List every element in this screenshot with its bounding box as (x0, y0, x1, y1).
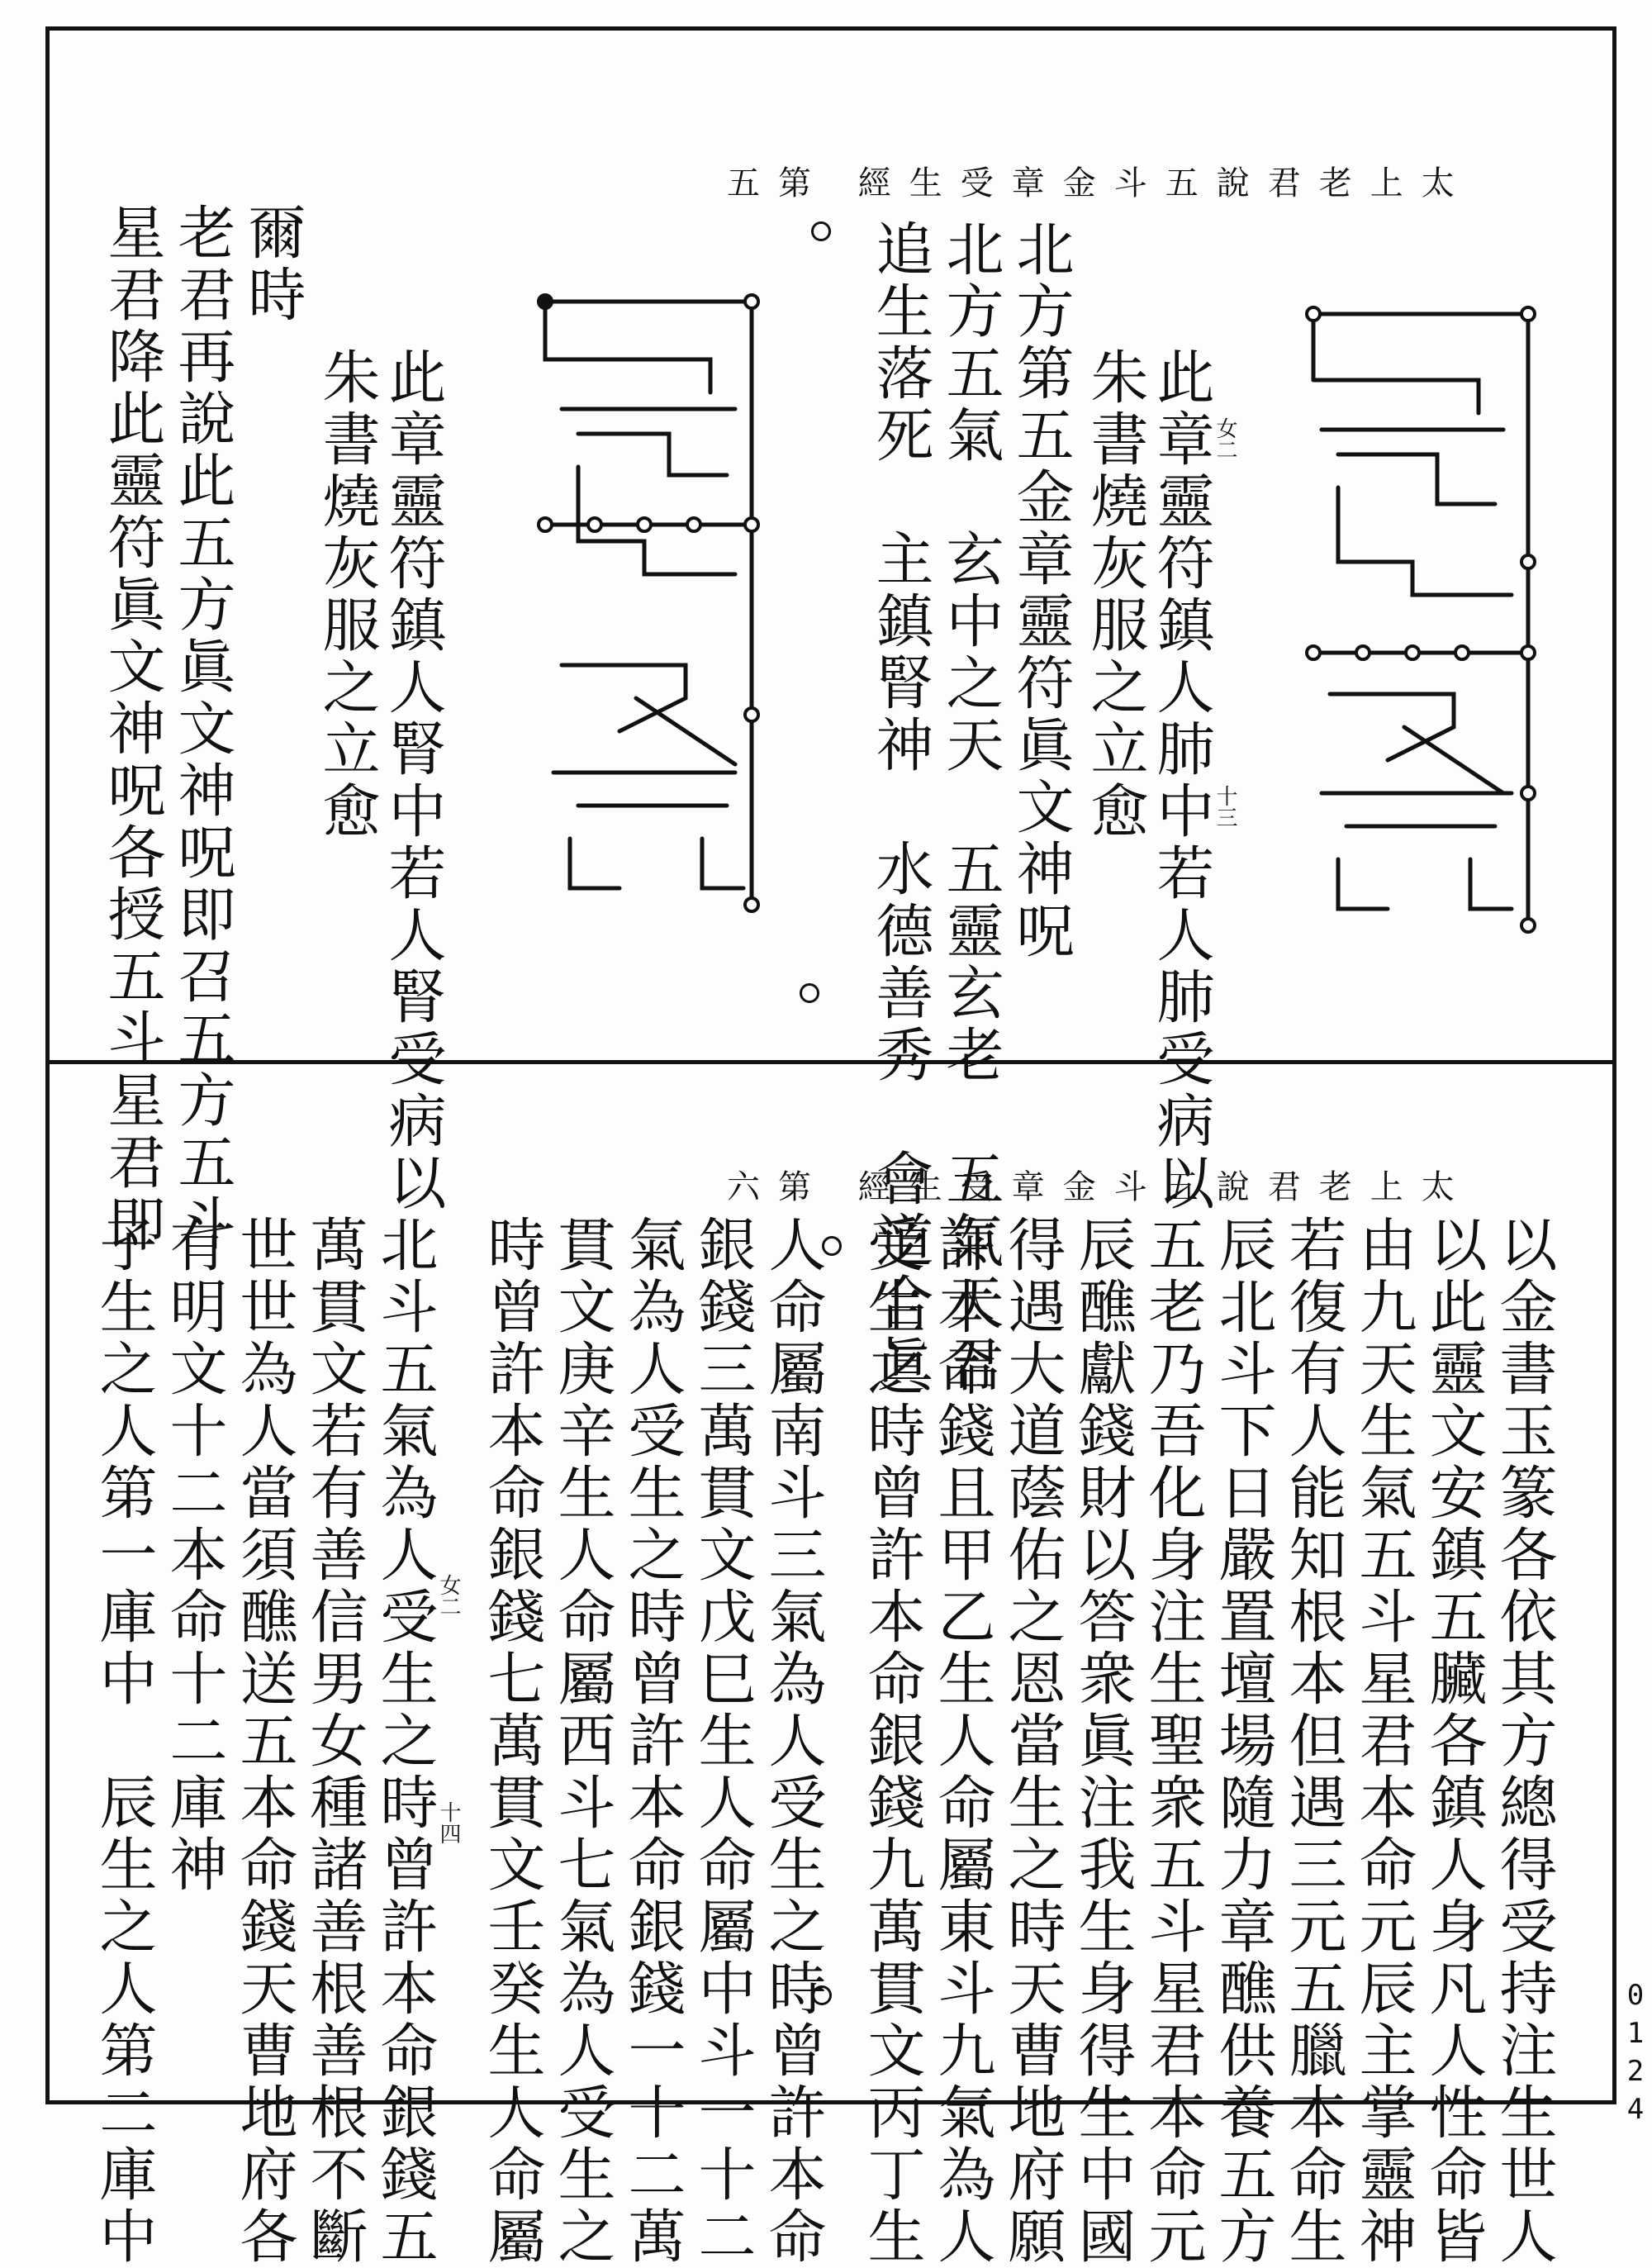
lower-text-column-4: 若復有人能知根本但遇三元五臘本命生 (1279, 1215, 1347, 2268)
upper-text-column-5: 追生落死 主鎮腎神 水德善秀 會道合眞 (866, 219, 934, 1396)
lower-text-column-7: 辰醮獻錢財以答衆眞注我生身得生中國 (1069, 1215, 1137, 2268)
upper-text-column-7: 朱書燒灰服之立愈 (313, 347, 381, 843)
lower-text-column-6: 五老乃吾化身注生聖衆五斗星君本命元 (1139, 1215, 1207, 2268)
upper-text-column-8: 爾時 (239, 202, 306, 326)
upper-text-column-6: 此章靈符鎮人腎中若人腎受病以 (379, 347, 447, 1215)
upper-text-column-4: 北方五氣 玄中之天 五靈玄老 五氣天君 (937, 219, 1004, 1396)
lower-text-column-13: 氣為人受生之時曾許本命銀錢一十二萬 (619, 1215, 686, 2268)
upper-small-mark-1: 女二 (1213, 417, 1237, 460)
lower-text-column-12: 銀錢三萬貫文戊巳生人命屬中斗一十二 (689, 1215, 757, 2268)
upper-circle-mark-2 (800, 983, 819, 1003)
upper-text-column-1: 此章靈符鎮人肺中若人肺受病以 (1147, 347, 1215, 1215)
upper-talisman-right (1289, 297, 1553, 942)
lower-text-column-17: 萬貫文若有善信男女種諸善根善根不斷 (301, 1215, 368, 2268)
lower-text-column-19: 有明文十二本命十二庫神 (160, 1215, 228, 1896)
lower-text-column-15: 時曾許本命銀錢七萬貫文壬癸生人命屬 (478, 1215, 546, 2268)
upper-text-column-3: 北方第五金章靈符眞文神呪 (1007, 219, 1075, 963)
lower-text-column-11: 人命屬南斗三氣為人受生之時曾許本命 (759, 1215, 827, 2268)
lower-small-mark-1: 女二 (436, 1574, 461, 1617)
upper-text-column-10: 星君降此靈符眞文神呪各授五斗星君即 (98, 202, 166, 1256)
upper-text-column-9: 老君再說此五方眞文神呪即召五方五斗 (169, 202, 236, 1256)
upper-header: 太上老君說五斗金章受生經 第五 (727, 164, 1473, 202)
upper-text-column-2: 朱書燒灰服之立愈 (1081, 347, 1149, 843)
page-divider (45, 1060, 1616, 1064)
page-number: 0124 (1619, 1979, 1652, 2131)
lower-text-column-18: 世世為人當須醮送五本命錢天曹地府各 (230, 1215, 298, 2268)
lower-text-column-20: 子生之人第一庫中 辰生之人第二庫中 (90, 1215, 158, 2268)
lower-text-column-9: 許本命錢且甲乙生人命屬東斗九氣為人 (928, 1215, 996, 2268)
lower-text-column-10: 受生之時曾許本命銀錢九萬貫文丙丁生 (858, 1215, 926, 2268)
upper-talisman-left (529, 285, 768, 921)
lower-text-column-5: 辰北斗下日嚴置壇場隨力章醮供養五方 (1209, 1215, 1277, 2268)
lower-header: 太上老君說五斗金章受生經 第六 (727, 1168, 1473, 1206)
lower-small-mark-2: 十四 (436, 1801, 461, 1844)
lower-text-column-8: 得遇大道蔭佑之恩當生之時天曹地府願 (999, 1215, 1066, 2268)
lower-text-column-3: 由九天生氣五斗星君本命元辰主掌靈神 (1350, 1215, 1417, 2268)
lower-text-column-16: 北斗五氣為人受生之時曾許本命銀錢五 (371, 1215, 439, 2268)
lower-text-column-1: 以金書玉篆各依其方總得受持注生世人 (1490, 1215, 1558, 2268)
lower-text-column-14: 貫文庚辛生人命屬西斗七氣為人受生之 (548, 1215, 616, 2268)
upper-circle-mark-1 (811, 221, 831, 241)
lower-text-column-2: 以此靈文安鎮五臟各鎮人身凡人性命皆 (1420, 1215, 1488, 2268)
upper-small-mark-2: 十三 (1213, 785, 1237, 828)
